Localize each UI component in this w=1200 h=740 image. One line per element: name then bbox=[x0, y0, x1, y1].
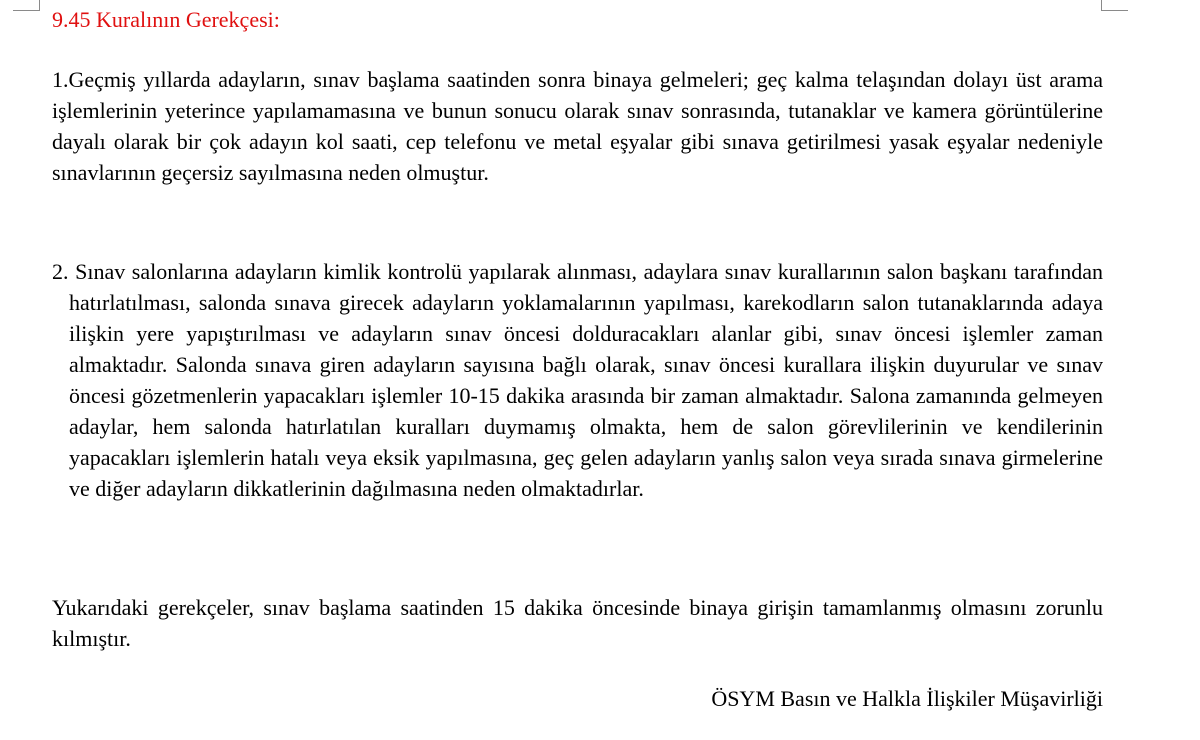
paragraph-conclusion: Yukarıdaki gerekçeler, sınav başlama saatinden 15 dakika öncesinde binaya girişin tamamlanmış olmasını zorunlu kılmıştır. bbox=[52, 595, 1103, 651]
page-corner-mark-right bbox=[1101, 0, 1128, 11]
document-signature: ÖSYM Basın ve Halkla İlişkiler Müşavirliği bbox=[711, 686, 1103, 711]
document-heading: 9.45 Kuralının Gerekçesi: bbox=[52, 7, 280, 32]
page-corner-mark-left bbox=[13, 0, 40, 11]
paragraph-reason-2: 2. Sınav salonlarına adayların kimlik kontrolü yapılarak alınması, adaylara sınav kurallarının salon başkanı tarafından hatırlatılması, salonda sınava girecek adayların yoklamalarının yapılması, karekodların salon tutanaklarında adaya ilişkin yere yapıştırılması ve adayların sınav öncesi dolduracakları alanlar gibi, sınav öncesi işlemler zaman almaktadır. Salonda sınava giren adayların sayısına bağlı olarak, sınav öncesi kurallara ilişkin duyurular ve sınav öncesi gözetmenlerin yapacakları işlemler 10-15 dakika arasında bir zaman almaktadır. Salona zamanında gelmeyen adaylar, hem salonda hatırlatılan kuralları duymamış olmakta, hem de salon görevlilerinin ve kendilerinin yapacakları işlemlerin hatalı veya eksik yapılmasına, geç gelen adayların yanlış salon veya sırada sınava girmelerine ve diğer adayların dikkatlerinin dağılmasına neden olmaktadırlar. bbox=[52, 259, 1103, 501]
paragraph-reason-1: 1.Geçmiş yıllarda adayların, sınav başlama saatinden sonra binaya gelmeleri; geç kalma telaşından dolayı üst arama işlemlerinin yeterince yapılamamasına ve bunun sonucu olarak sınav sonrasında, tutanaklar ve kamera görüntülerine dayalı olarak bir çok adayın kol saati, cep telefonu ve metal eşyalar gibi sınava getirilmesi yasak eşyalar nedeniyle sınavlarının geçersiz sayılmasına neden olmuştur. bbox=[52, 67, 1103, 185]
